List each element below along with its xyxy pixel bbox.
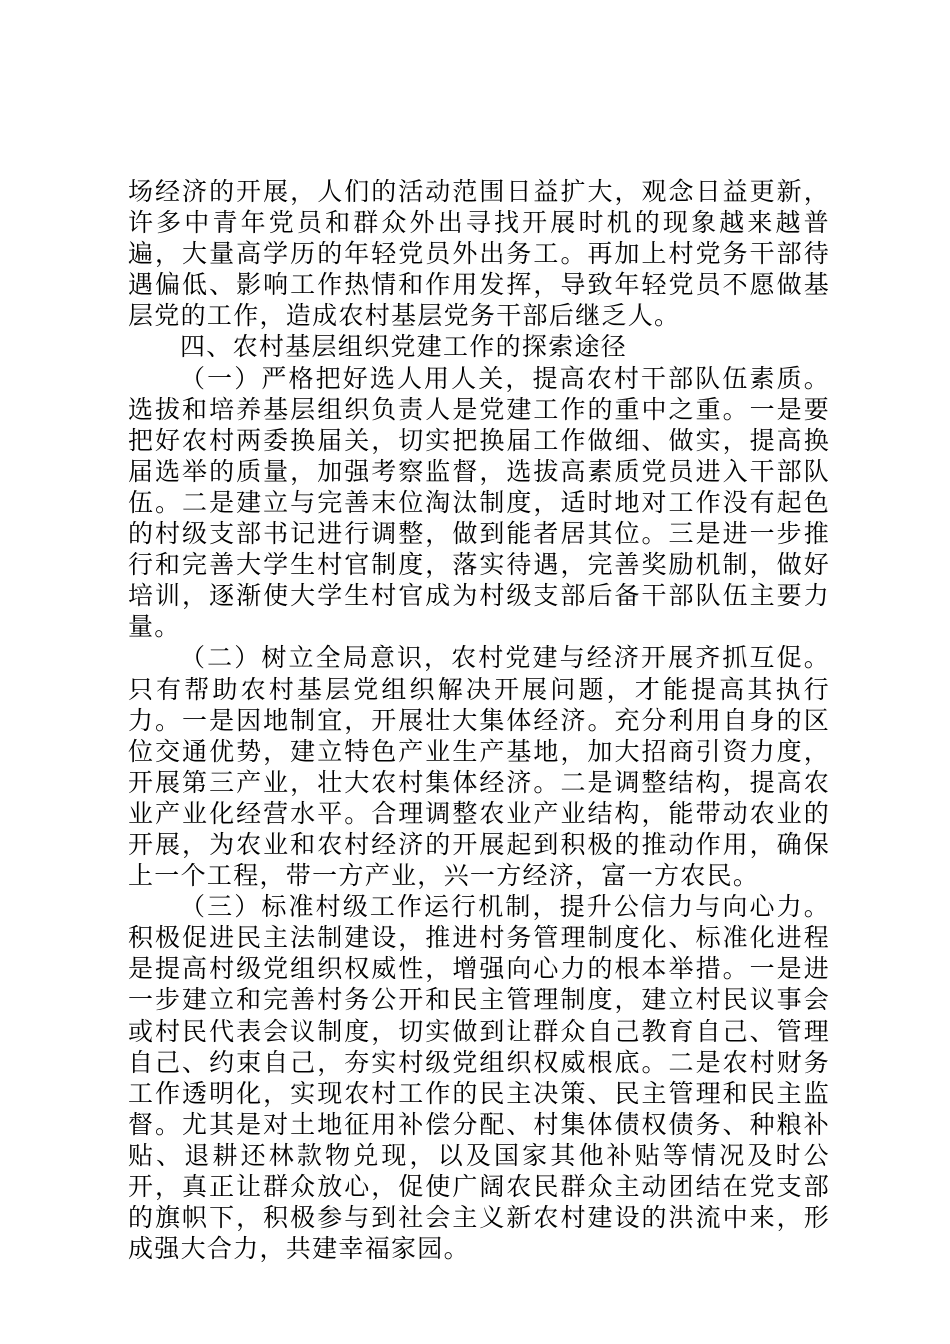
section-heading: 四、农村基层组织党建工作的探索途径 bbox=[180, 332, 628, 362]
paragraph-continuation: 场经济的开展，人们的活动范围日益扩大，观念日益更新，许多中青年党员和群众外出寻找开展时机的现象越来越普遍，大量高学历的年轻党员外出务工。再加上村党务干部待遇偏低、影响工作热情和作用发挥，导致年轻党员不愿做基层党的工作，造成农村基层党务干部后继乏人。 bbox=[128, 177, 830, 331]
document-body bbox=[128, 176, 830, 1264]
paragraph-item-2: （二）树立全局意识，农村党建与经济开展齐抓互促。只有帮助农村基层党组织解决开展问题，才能提高其执行力。一是因地制宜，开展壮大集体经济。充分利用自身的区位交通优势，建立特色产业生产基地，加大招商引资力度，开展第三产业，壮大农村集体经济。二是调整结构，提高农业产业化经营水平。合理调整农业产业结构，能带动农业的开展，为农业和农村经济的开展起到积极的推动作用，确保上一个工程，带一方产业，兴一方经济，富一方农民。 bbox=[128, 643, 830, 891]
paragraph-item-3: （三）标准村级工作运行机制，提升公信力与向心力。积极促进民主法制建设，推进村务管理制度化、标准化进程是提高村级党组织权威性，增强向心力的根本举措。一是进一步建立和完善村务公开和民主管理制度，建立村民议事会或村民代表会议制度，切实做到让群众自己教育自己、管理自己、约束自己，夯实村级党组织权威根底。二是农村财务工作透明化，实现农村工作的民主决策、民主管理和民主监督。尤其是对土地征用补偿分配、村集体债权债务、种粮补贴、退耕还林款物兑现，以及国家其他补贴等情况及时公开，真正让群众放心，促使广阔农民群众主动团结在党支部的旗帜下，积极参与到社会主义新农村建设的洪流中来，形成强大合力，共建幸福家园。 bbox=[128, 892, 830, 1264]
paragraph-item-1: （一）严格把好选人用人关，提高农村干部队伍素质。选拔和培养基层组织负责人是党建工作的重中之重。一是要把好农村两委换届关，切实把换届工作做细、做实，提高换届选举的质量，加强考察监督，选拔高素质党员进入干部队伍。二是建立与完善末位淘汰制度，适时地对工作没有起色的村级支部书记进行调整，做到能者居其位。三是进一步推行和完善大学生村官制度，落实待遇，完善奖励机制，做好培训，逐渐使大学生村官成为村级支部后备干部队伍主要力量。 bbox=[128, 363, 830, 642]
